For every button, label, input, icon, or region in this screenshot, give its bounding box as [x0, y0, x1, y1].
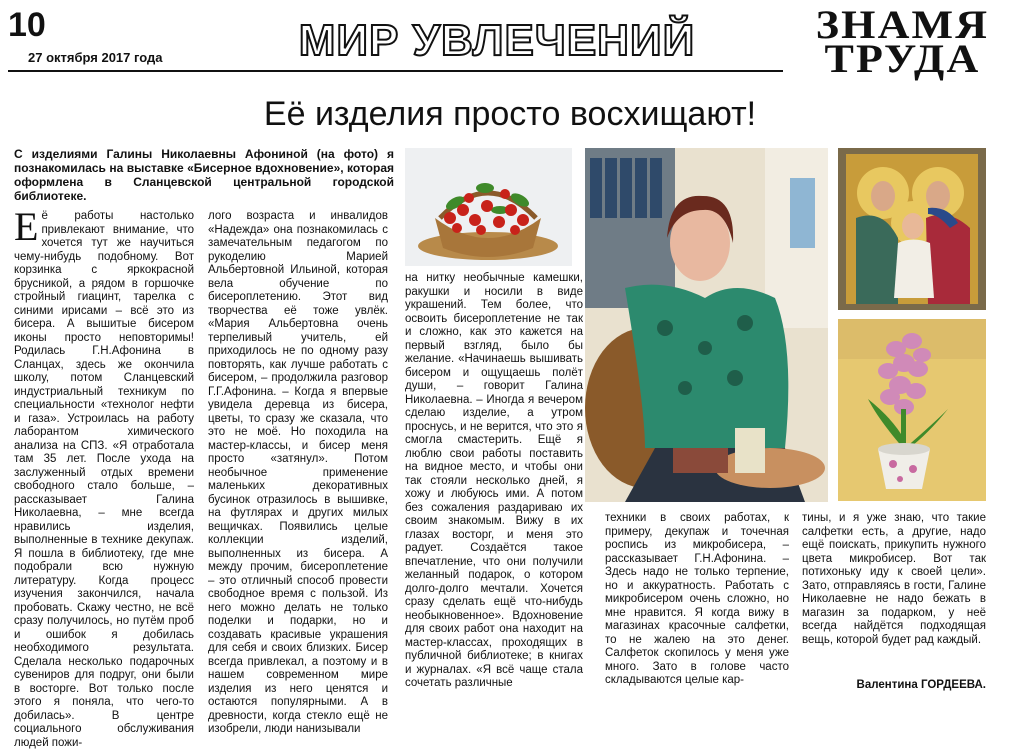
bead-basket-photo — [405, 148, 572, 266]
icon-painting-icon — [838, 148, 986, 310]
hyacinth-icon — [838, 319, 986, 501]
woman-portrait-icon — [585, 148, 828, 502]
drop-cap: Е — [14, 204, 39, 249]
article-column-1 — [14, 204, 194, 749]
article-column-5: тины, и я уже знаю, что такие салфетки есть, а другие, надо ещё поискать, прикупить нужного цвета микробисер. Вот так потихоньку иду к своей цели». Зато, отправляясь в гости, Галине Николаевне не надо бежать в магазин за подарком, у неё всегда найдётся подходящая вещь, которой будет рад каждый. — [802, 512, 986, 646]
section-title: МИР УВЛЕЧЕНИЙ — [298, 16, 696, 65]
portrait-photo — [585, 148, 828, 502]
masthead-line1: ЗНАМЯ — [815, 2, 990, 47]
author-signature: Валентина ГОРДЕЕВА. — [856, 679, 986, 691]
article-column-4: техники в своих работах, к примеру, декупаж и точечная роспись из микробисера, – рассказывает Г.Н.Афонина. – Здесь надо не только терпение, но и аккуратность. Работать с микробисером очень сложно, но мне нравится. Я когда вижу в магазинах красочные салфетки, то не жалею на это денег. Салфеток скопилось у меня уже много. Зато в голове часто складываются целые кар- — [605, 512, 789, 686]
masthead — [779, 2, 1026, 81]
issue-date: 27 октября 2017 года — [28, 50, 163, 65]
hyacinth-photo — [838, 319, 986, 501]
article-column-2: лого возраста и инвалидов «Надежда» она познакомилась с замечательным педагогом по рукоделию Марией Альбертовной Ильиной, которая вела обучение по бисероплетению. Этот вид творчества её тоже увлёк. «Мария Альбертовна очень терпеливый учитель, ей приходилось не по одному разу повторять, как лучше работать с бисером, – продолжила разговор Г.Г.Афонина. – Когда я впервые увидела деревца из бисера, цветы, то сразу же сказала, что это не моё. Но походила на мастер-классы, и бисер меня просто «затянул». Потом необычное применение маленьких декоративных бусинок отразилось в вышивке, на футлярах и других милых вещичках. Появились целые коллекции изделий, выполненных из бисера. А между прочим, бисероплетение – это отличный способ провести свободное время с пользой. Из него можно делать не только поделки и подарки, но и создавать красивые украшения для себя и своих близких. Бисер всегда привлекал, а поэтому и в нашем современном мире изделия из него ценятся и остаются популярными. А в древности, когда стекло ещё не изобрели, люди нанизывали — [208, 210, 388, 735]
bead-icon-photo — [838, 148, 986, 310]
article-column-3: на нитку необычные камешки, ракушки и носили в виде украшений. Тем более, что освоить бисероплетение не так и сложно, как это кажется на первый взгляд, было бы желание. «Начинаешь вышивать бисером и ощущаешь полёт души, – говорит Галина Николаевна. – Иногда я вечером сделаю изделие, а утром проснусь, и не верится, что это я смогла смастерить. Ещё я люблю свои работы поставить на видное место, и чтобы они так стояли несколько дней, я хожу и любуюсь ими. А потом без сожаления раздариваю их своим знакомым. Вижу в их глазах восторг, и меня это радует. Создаётся такое впечатление, что они получили желанный подарок, о котором долго-долго мечтали. Хочется сразу сделать ещё что-нибудь необыкновенное». Вдохновение для своих работ она находит на мастер-классах, проходящих в публичной библиотеке; в книгах и журналах. «Я всё чаще стала сочетать различные — [405, 272, 583, 689]
column-1-text: ё работы настолько привлекают внимание, что хочется тут же научиться чему-нибудь подобному. Вот корзинка с яркокрасной брусникой, а рядом в горшочке стройный гиацинт, тарелка с синими ирисами – всё это из бисера. А вышитые бисером иконы просто неповторимы! Родилась Г.Н.Афонина в Сланцах, здесь же окончила школу, потом Сланцевский индустриальный техникум по специальности «технолог нефти и газа». Устроилась на работу лаборантом химического анализа на СПЗ. «Я отработала там 35 лет. После ухода на заслуженный отдых времени свободного стало больше, – рассказывает Галина Николаевна, – мне всегда нравились изделия, выполненные в технике декупаж. Я пошла в библиотеку, где мне подобрали всю нужную литературу. Когда процесс изучения закончился, начала пробовать. Скажу честно, не всё сразу получилось, но путём проб и ошибок я добилась необходимого результата. Сделала несколько подарочных сувениров для подруг, они были в восторге. Вот только после этого я поняла, что чего-то добилась». В центре социального обслуживания людей пожи- — [14, 210, 194, 749]
header-rule — [8, 70, 783, 72]
page-number: 10 — [8, 6, 46, 44]
article-lead: С изделиями Галины Николаевны Афониной (на фото) я познакомилась на выставке «Бисерное вдохновение», которая оформлена в Сланцевской центральной городской библиотеке. — [14, 147, 394, 203]
article-headline: Её изделия просто восхищают! — [263, 95, 757, 133]
berry-basket-icon — [405, 148, 572, 266]
masthead-line2: ТРУДА — [824, 36, 981, 81]
